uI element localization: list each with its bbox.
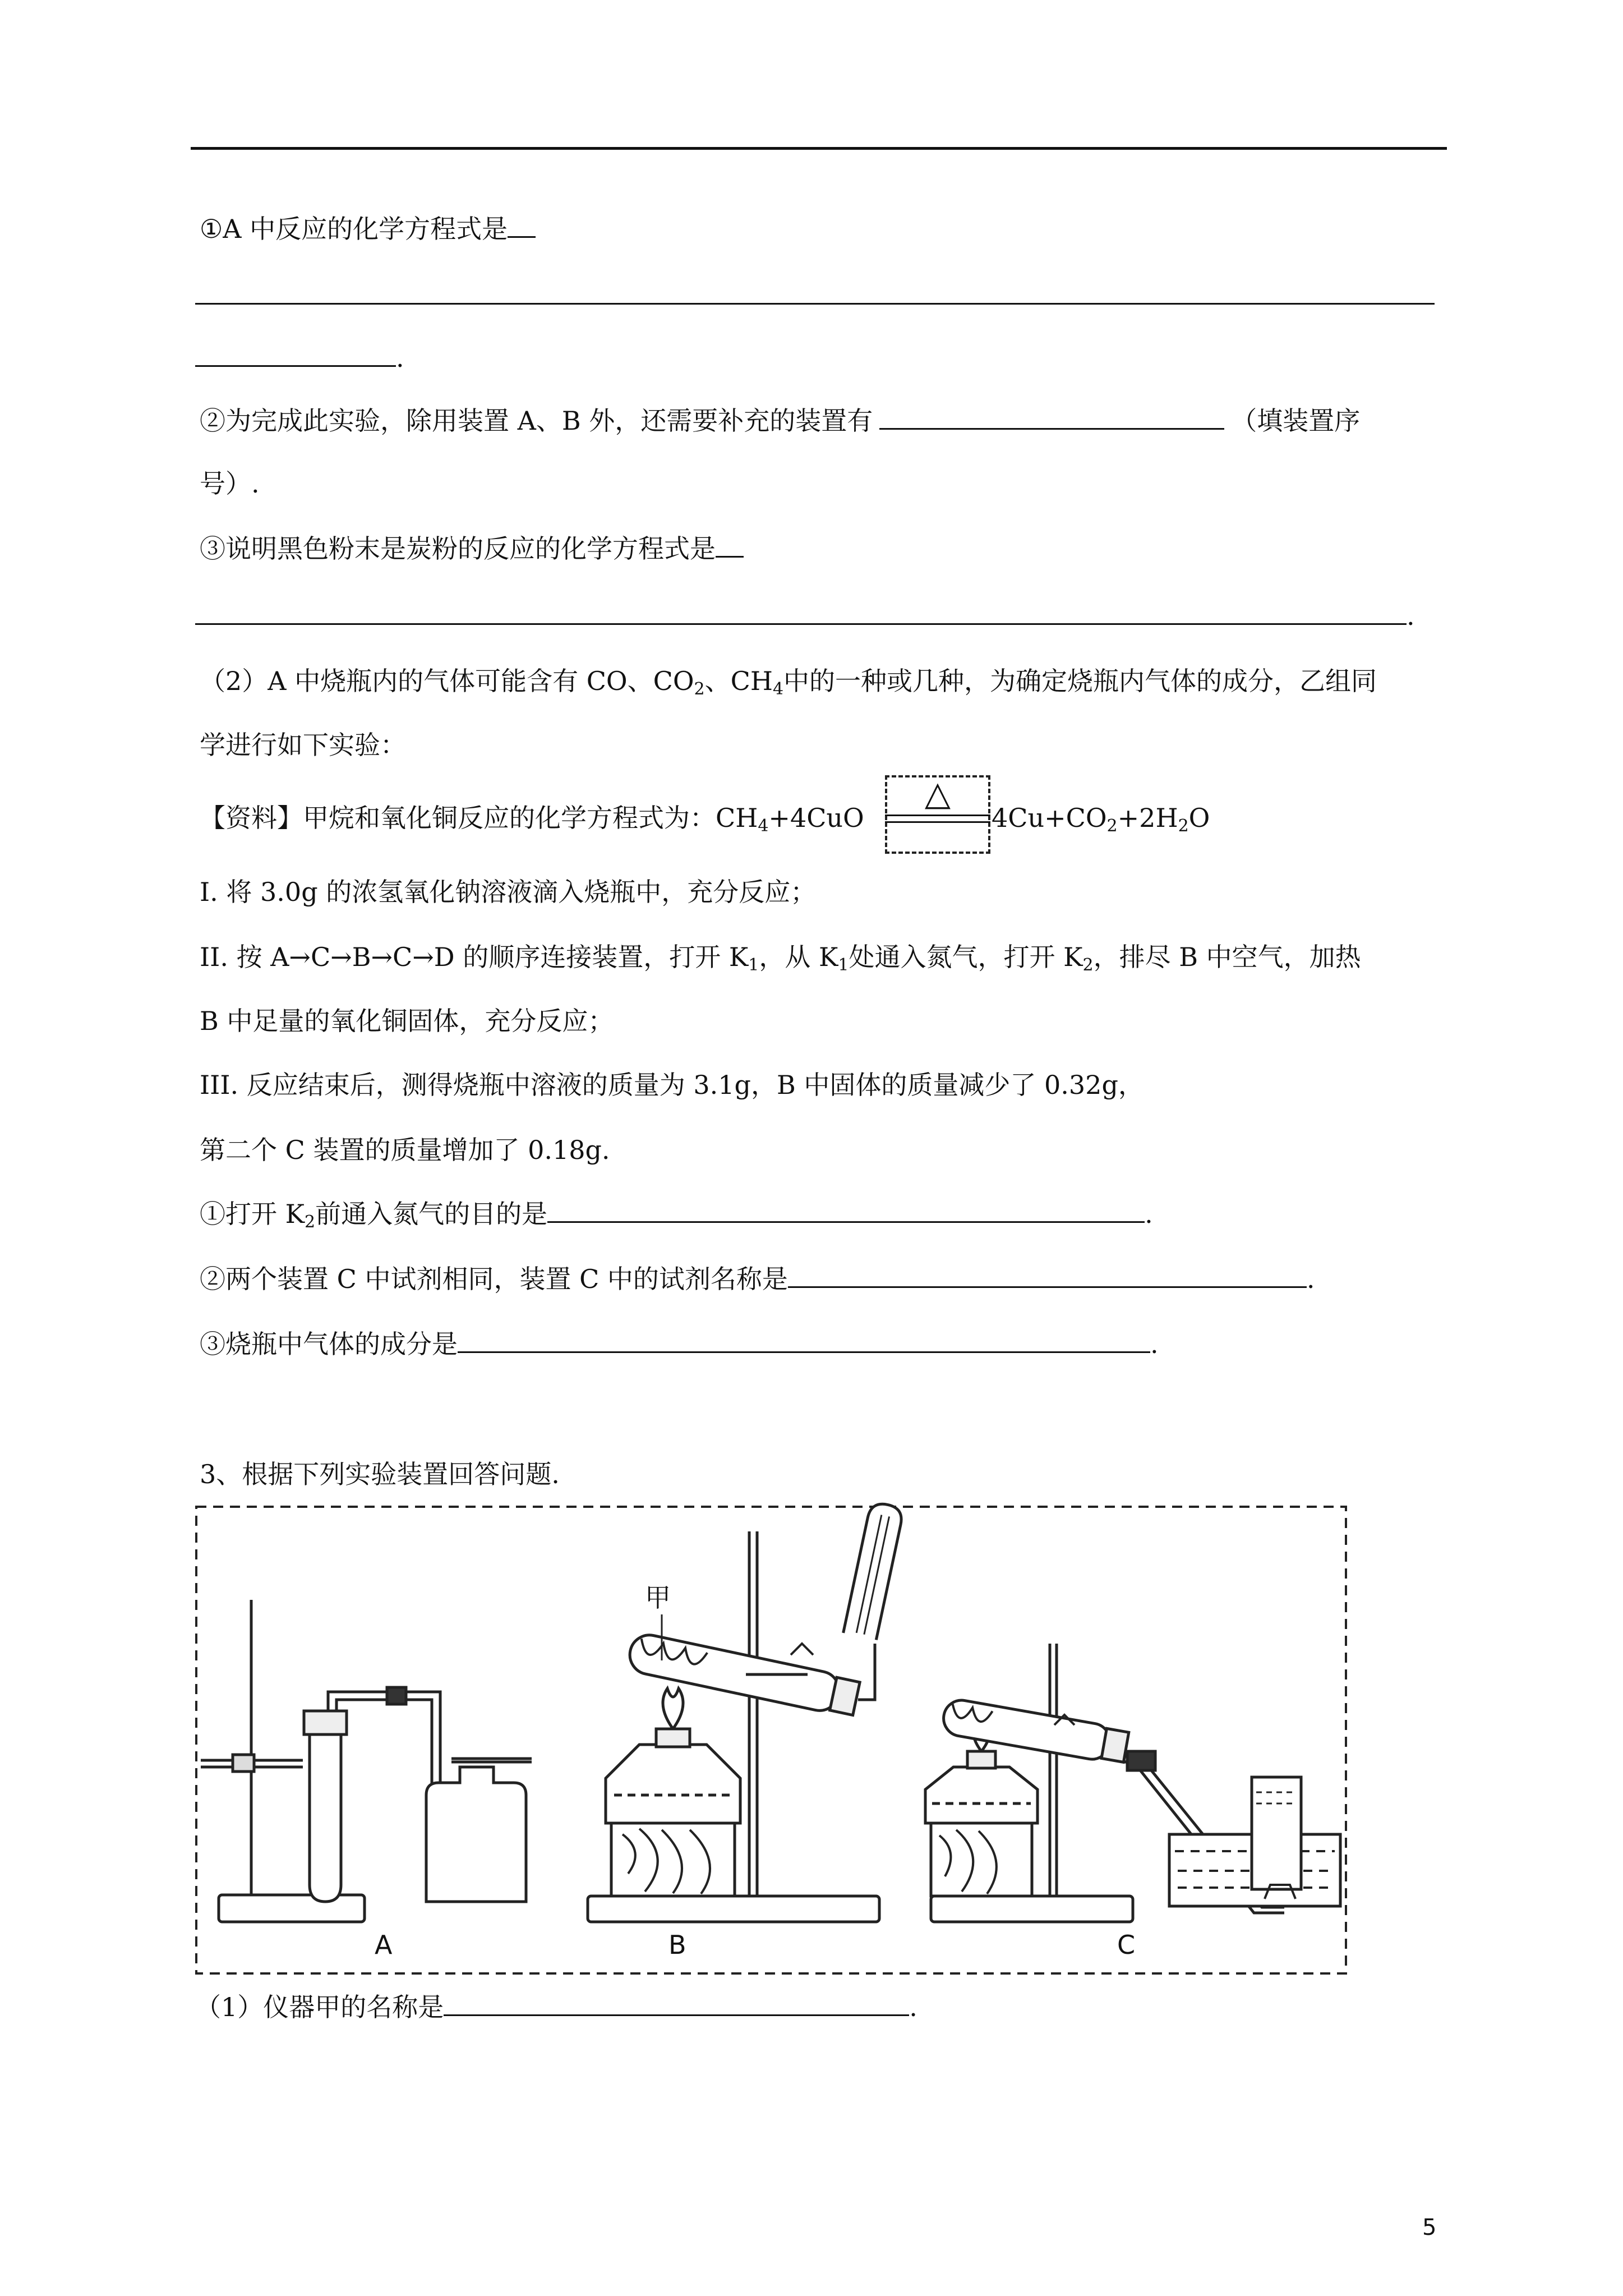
- q2-ans2: ②两个装置 C 中试剂相同，装置 C 中的试剂名称是 .: [200, 1264, 1315, 1294]
- q2-step1: I. 将 3.0g 的浓氢氧化钠溶液滴入烧瓶中，充分反应；: [200, 877, 817, 907]
- q2-info: 【资料】甲烷和氧化铜反应的化学方程式为：$CH_4+4CuO$: [200, 803, 864, 836]
- q1-item2: ②为完成此实验，除用装置 A、B 外，还需要补充的装置有 （填装置序: [200, 406, 1361, 436]
- q2-step2-line2: B 中足量的氧化铜固体，充分反应；: [200, 1006, 614, 1036]
- q1-item3: ③说明黑色粉末是炭粉的反应的化学方程式是: [200, 532, 744, 565]
- q2-info-products: $4Cu+CO_2+2H_2O$: [992, 803, 1210, 836]
- apparatus-b: [588, 1501, 904, 1922]
- q2-step3-line2: 第二个 C 装置的质量增加了 0.18g.: [200, 1135, 610, 1165]
- q2-ans1: ①打开 $K_2$前通入氮气的目的是 .: [200, 1199, 1153, 1232]
- q2-step3: III. 反应结束后，测得烧瓶中溶液的质量为 3.1g，B 中固体的质量减少了 0.32g，: [200, 1070, 1144, 1100]
- q2-ans3: ③烧瓶中气体的成分是 .: [200, 1329, 1159, 1359]
- q1-item1-end-line: .: [195, 341, 404, 375]
- label-a: A: [375, 1930, 393, 1960]
- label-jia: 甲: [645, 1582, 671, 1613]
- apparatus-a: [201, 1600, 532, 1922]
- q2-intro: （2）A 中烧瓶内的气体可能含有 CO、$CO_2$、$CH_4$中的一种或几种，为确定烧瓶内气体的成分，乙组同: [200, 666, 1377, 699]
- reaction-condition: △: [924, 774, 951, 813]
- label-b: B: [668, 1930, 686, 1960]
- q3-sub1: （1）仪器甲的名称是 .: [195, 1992, 917, 2022]
- q3-title: 3、根据下列实验装置回答问题.: [200, 1459, 560, 1489]
- answer-blank[interactable]: [444, 1992, 909, 2016]
- q2-step2: II. 按 A→C→B→C→D 的顺序连接装置，打开 $K_1$，从 $K_1$处通入氮气，打开 $K_2$，排尽 B 中空气，加热: [200, 942, 1361, 975]
- q2-intro-line2: 学进行如下实验：: [200, 730, 406, 760]
- q1-item2-cont: 号）.: [200, 468, 260, 499]
- q1-item1-text: ①A 中反应的化学方程式是: [200, 214, 508, 244]
- page-number: 5: [1422, 2215, 1437, 2240]
- apparatus-c: [925, 1644, 1340, 1922]
- q1-item3-end-line: .: [195, 599, 1415, 633]
- label-c: C: [1117, 1930, 1136, 1960]
